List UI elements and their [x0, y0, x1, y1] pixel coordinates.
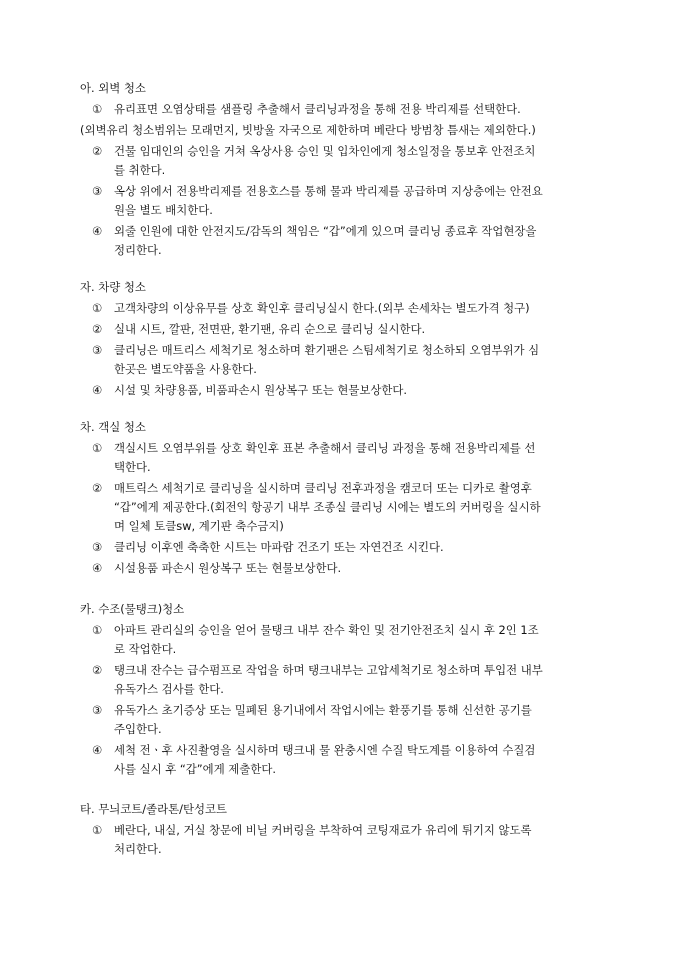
item-number: ②: [92, 144, 103, 158]
item-line: 원을 별도 배치한다.: [114, 203, 213, 217]
item-line: 세척 전ㆍ후 사진촬영을 실시하며 탱크내 물 완충시엔 수질 탁도계를 이용하여 수질검: [114, 743, 536, 757]
item-number: ①: [92, 623, 103, 637]
list-item: [80, 381, 625, 400]
list-item: [80, 741, 625, 779]
section-title: 카. 수조(물탱크)청소: [80, 602, 185, 616]
item-number: ④: [92, 561, 103, 575]
item-number: ②: [92, 322, 103, 336]
item-line: 실내 시트, 깔판, 전면판, 환기팬, 유리 순으로 클리닝 실시한다.: [114, 322, 426, 336]
item-line: 외줄 인원에 대한 안전지도/감독의 책임은 “갑”에게 있으며 클리닝 종료후 작업현장을: [114, 224, 537, 238]
list-item: [80, 559, 625, 578]
list-item: [80, 341, 625, 379]
item-number: ①: [92, 441, 103, 455]
item-number: ①: [92, 823, 103, 837]
list-item: [80, 222, 625, 260]
item-line: 사를 실시 후 “갑”에게 제출한다.: [114, 762, 276, 776]
list-item: [80, 142, 625, 180]
item-line: 를 취한다.: [114, 163, 166, 177]
list-item: [80, 661, 625, 699]
item-line: 며 일체 토클sw, 계기판 축수금지): [114, 519, 284, 533]
item-number: ③: [92, 343, 103, 357]
item-line: “갑”에게 제공한다.(회전익 항공기 내부 조종실 클리닝 시에는 별도의 커버링을 실시하: [114, 500, 541, 514]
item-number: ②: [92, 481, 103, 495]
item-number: ④: [92, 383, 103, 397]
item-number: ④: [92, 224, 103, 238]
item-line: 매트릭스 세척기로 클리닝을 실시하며 클리닝 전후과정을 캠코더 또는 디카로 촬영후: [114, 481, 532, 495]
item-line: 건물 임대인의 승인을 거쳐 옥상사용 승인 및 입차인에게 청소일정을 통보후 안전조치: [114, 144, 536, 158]
list-item: [80, 100, 625, 119]
item-line: 유독가스 검사를 한다.: [114, 682, 224, 696]
item-number: ①: [92, 301, 103, 315]
list-item: [80, 439, 625, 477]
section-title: 아. 외벽 청소: [80, 81, 146, 95]
section-vehicle: [80, 278, 625, 402]
item-line: 아파트 관리실의 승인을 얻어 물탱크 내부 잔수 확인 및 전기안전조치 실시 후 2인 1조: [114, 623, 539, 637]
item-number: ①: [92, 102, 103, 116]
section-title: 차. 객실 청소: [80, 420, 146, 434]
section-cabin: [80, 418, 625, 580]
item-line: 택한다.: [114, 460, 151, 474]
list-item: [80, 538, 625, 557]
item-line: 베란다, 내실, 거실 창문에 비닐 커버링을 부착하여 코팅재료가 유리에 튀기지 않도록: [114, 823, 532, 837]
section-exterior-wall: [80, 79, 625, 262]
item-line: 시설 및 차량용품, 비품파손시 원상복구 또는 현물보상한다.: [114, 383, 408, 397]
item-line: 시설용품 파손시 원상복구 또는 현물보상한다.: [114, 561, 342, 575]
item-line: 주입한다.: [114, 722, 162, 736]
item-line: 로 작업한다.: [114, 642, 177, 656]
item-line: 클리닝 이후엔 축축한 시트는 마파람 건조기 또는 자연건조 시킨다.: [114, 540, 444, 554]
item-line: 객실시트 오염부위를 상호 확인후 표본 추출해서 클리닝 과정을 통해 전용박리제를 선: [114, 441, 536, 455]
section-title: 자. 차량 청소: [80, 280, 146, 294]
item-line: 옥상 위에서 전용박리제를 전용호스를 통해 물과 박리제를 공급하며 지상층에는 안전요: [114, 184, 543, 198]
item-line: 정리한다.: [114, 243, 162, 257]
item-line: 유독가스 초기증상 또는 밀폐된 용기내에서 작업시에는 환풍기를 통해 신선한 공기를: [114, 703, 532, 717]
list-item: [80, 299, 625, 318]
section-water-tank: [80, 600, 625, 781]
item-line: 탱크내 잔수는 급수펌프로 작업을 하며 탱크내부는 고압세척기로 청소하며 투입전 내부: [114, 663, 543, 677]
item-number: ③: [92, 540, 103, 554]
item-number: ②: [92, 663, 103, 677]
item-number: ③: [92, 184, 103, 198]
item-line: 유리표면 오염상태를 샘플링 추출해서 클리닝과정을 통해 전용 박리제를 선택한다.: [114, 102, 521, 116]
item-line: 클리닝은 매트리스 세척기로 청소하며 환기팬은 스팀세척기로 청소하되 오염부위가 심: [114, 343, 540, 357]
list-item: [80, 320, 625, 339]
item-number: ③: [92, 703, 103, 717]
list-item: [80, 621, 625, 659]
section-title: 타. 무늬코트/졸라톤/탄성코트: [80, 802, 227, 816]
list-item: [80, 182, 625, 220]
item-number: ④: [92, 743, 103, 757]
note-text: (외벽유리 청소범위는 모래먼지, 빗방울 자국으로 제한하며 베란다 방범창 틈새는 제외한다.): [80, 123, 536, 137]
item-line: 한곳은 별도약품을 사용한다.: [114, 362, 257, 376]
list-item: [80, 821, 625, 859]
list-item: [80, 479, 625, 536]
list-item: [80, 701, 625, 739]
item-line: 고객차량의 이상유무를 상호 확인후 클리닝실시 한다.(외부 손세차는 별도가격 청구): [114, 301, 530, 315]
section-coating: [80, 800, 625, 861]
item-line: 처리한다.: [114, 842, 162, 856]
